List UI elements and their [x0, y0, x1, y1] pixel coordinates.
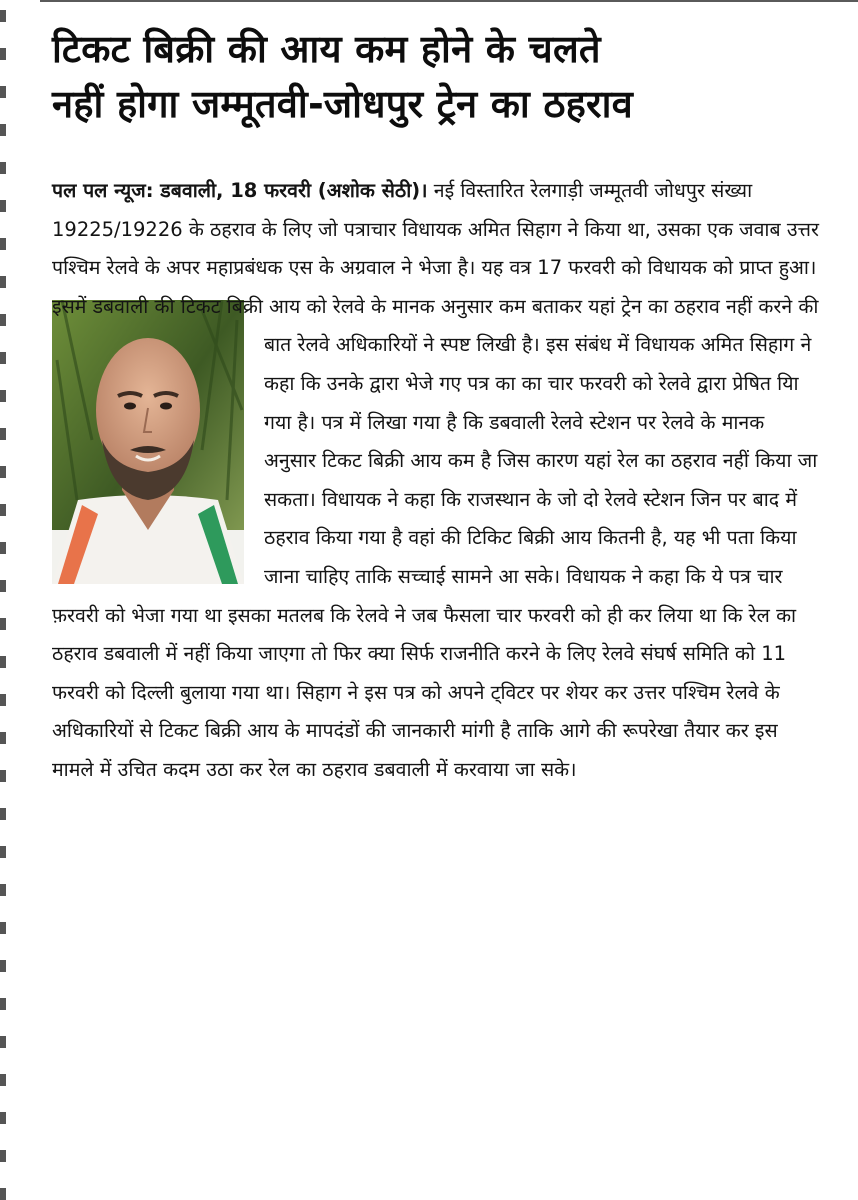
headline-line-1: टिकट बिक्री की आय कम होने के चलते [52, 27, 601, 71]
headline-line-2: नहीं होगा जम्मूतवी-जोधपुर ट्रेन का ठहराव [52, 82, 633, 126]
article-body [52, 172, 822, 790]
headline [52, 22, 822, 134]
dateline: पल पल न्यूज: डबवाली, 18 फरवरी (अशोक सेठी)। [52, 179, 428, 202]
body-continuation: बताकर यहां ट्रेन का ठहराव नहीं करने की बात रेलवे अधिकारियों ने स्पष्ट लिखी है। इस संबंध में विधायक अमित सिहाग ने कहा कि उनके द्वारा भेजे गए पत्र का का चार फरवरी को रेलवे द्वारा प्रेषित यिा गया है। पत्र में लिखा गया है कि डबवाली रेलवे स्टेशन पर रेलवे के मानक अनुसार टिकट बिक्री आय कम है जिस कारण यहां रेल का ठहराव नहीं किया जा सकता। विधायक ने कहा कि राजस्थान के जो दो रेलवे स्टेशन जिन पर बाद में ठहराव किया गया है वहां की टिकिट बिक्री आय कितनी है, यह भी पता किया जाना चाहिए ताकि सच्चाई सामने आ सके। विधायक ने कहा कि ये पत्र चार फ़रवरी को भेजा गया था इसका मतलब कि रेलवे ने जब फैसला चार फरवरी को ही कर लिया था कि रेल का ठहराव डबवाली में नहीं किया जाएगा तो फिर क्या सिर्फ राजनीति करने के लिए रेलवे संघर्ष समिति को 11 फरवरी को दिल्ली बुलाया गया था। सिहाग ने इस पत्र को अपने ट्विटर पर शेयर कर उत्तर पश्चिम रेलवे के अधिकारियों से टिकट बिक्री आय के मापदंडों की जानकारी मांगी है ताकि आगे की रूपरेखा तैयार कर इस मामले में उचित कदम उठा कर रेल का ठहराव डबवाली में करवाया जा सके। [52, 294, 819, 781]
body-intro: नई विस्तारित रेलगाड़ी जम्मूतवी जोधपुर संख्या 19225/19226 के ठहराव के लिए जो पत्राचार विधायक अमित सिहाग ने किया था, उसका एक जवाब उत्तर पश्चिम रेलवे के अपर महाप्रबंधक एस के अग्रवाल ने भेजा है। यह वत्र 17 फरवरी को विधायक को प्राप्त हुआ। इसमें डबवाली की टिकट बिक्री आय को रेलवे के मानक अनुसार कम [52, 179, 819, 318]
adjacent-column-edge [0, 0, 26, 1200]
news-article [52, 22, 822, 1192]
top-border-rule [40, 0, 858, 8]
person-portrait-icon [52, 300, 244, 584]
